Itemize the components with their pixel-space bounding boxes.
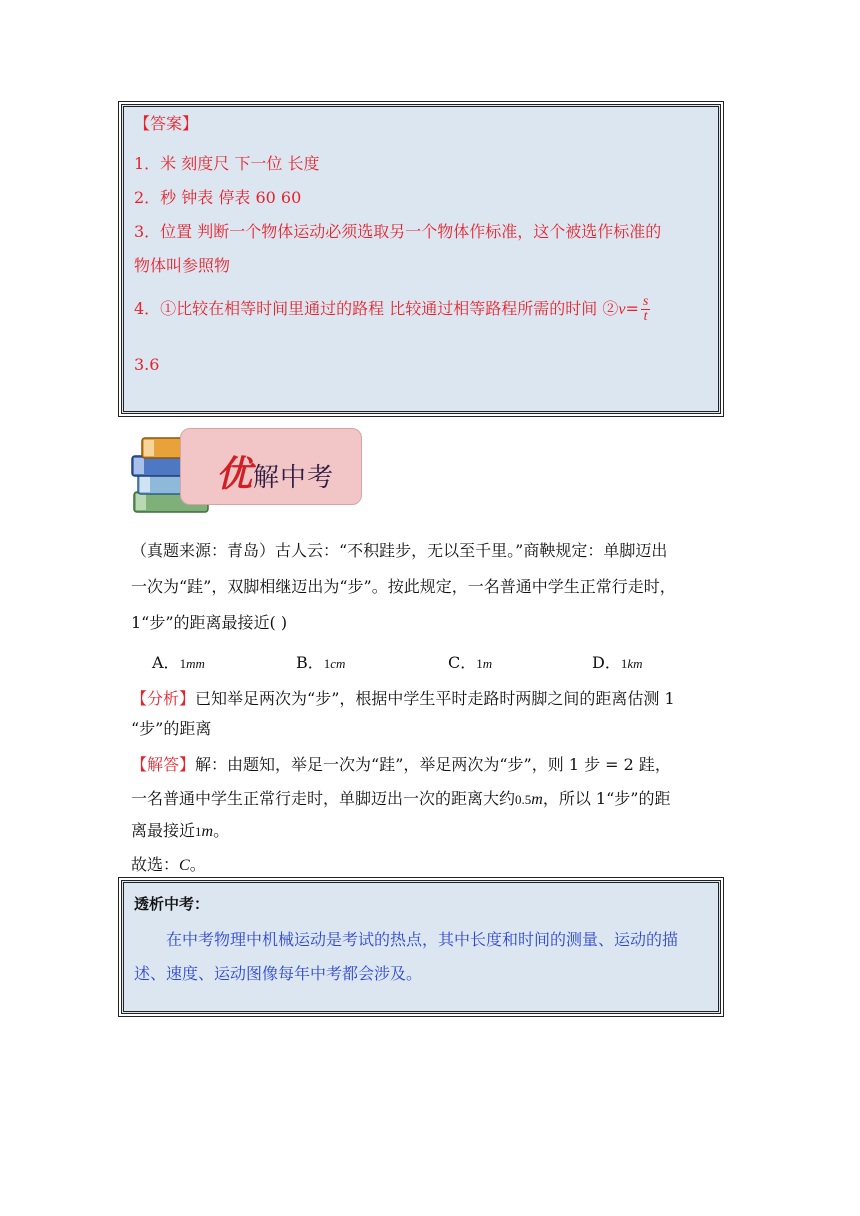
- choice-letter: C: [179, 857, 190, 874]
- answer-line-4: [134, 295, 650, 324]
- banner-title: [216, 446, 334, 497]
- answer-line-3a: 3．位置 判断一个物体运动必须选取另一个物体作标准，这个被选作标准的: [134, 222, 662, 241]
- question-line-2: 一次为“跬”，双脚相继迈出为“步”。按此规定，一名普通中学生正常行走时，: [131, 577, 676, 596]
- fraction-numerator: s: [642, 294, 649, 309]
- insight-title: 透析中考：: [134, 895, 210, 913]
- solution-unit-1: m: [531, 791, 543, 808]
- question-line-1: （真题来源：青岛）古人云：“不积跬步，无以至千里。”商鞅规定：单脚迈出: [131, 541, 668, 560]
- option-a-letter: A．: [152, 653, 180, 672]
- option-c-unit: m: [482, 656, 493, 671]
- solution-value-1: 0.5: [515, 792, 532, 807]
- answer-heading: 【答案】: [134, 114, 199, 133]
- option-c-letter: C．: [448, 653, 477, 672]
- solution-text-3a: 离最接近: [131, 821, 196, 840]
- answer-line-3b: 物体叫参照物: [134, 256, 231, 275]
- analysis-line-1: [131, 686, 675, 709]
- answer-line-5: 3.6: [134, 355, 160, 374]
- solution-line-1: [131, 752, 671, 775]
- option-b-num: 1: [323, 656, 331, 671]
- solution-choice: [131, 852, 206, 875]
- answer-line-4-text: 4．①比较在相等时间里通过的路程 比较通过相等路程所需的时间 ②: [134, 299, 619, 318]
- solution-text-2a: 一名普通中学生正常行走时，单脚迈出一次的距离大约: [131, 789, 516, 808]
- choice-suffix: 。: [189, 855, 206, 874]
- option-a-unit: mm: [186, 656, 205, 671]
- banner-title-big: 优: [216, 453, 254, 495]
- insight-box: [121, 880, 721, 1014]
- option-a: [152, 650, 205, 673]
- solution-value-2: 1: [195, 824, 202, 839]
- solution-line-3: [131, 818, 229, 841]
- analysis-line-2: “步”的距离: [131, 719, 212, 738]
- option-d-letter: D．: [592, 653, 621, 672]
- analysis-label: 【分析】: [131, 689, 196, 708]
- equals-sign: =: [625, 299, 639, 318]
- answer-line-1: 1．米 刻度尺 下一位 长度: [134, 154, 320, 173]
- option-b-unit: cm: [330, 656, 346, 671]
- solution-line-2: [131, 786, 670, 809]
- option-d-num: 1: [620, 656, 628, 671]
- question-line-3: 1“步”的距离最接近( ): [131, 613, 288, 632]
- option-c: [448, 650, 492, 673]
- fraction-denominator: t: [643, 309, 648, 324]
- solution-text-2b: ，所以 1“步”的距: [542, 789, 671, 808]
- option-a-num: 1: [179, 656, 187, 671]
- option-d-unit: km: [627, 656, 643, 671]
- option-b-letter: B．: [296, 653, 324, 672]
- option-b: [296, 650, 345, 673]
- analysis-text-1: 已知举足两次为“步”，根据中学生平时走路时两脚之间的距离估测 1: [195, 689, 675, 708]
- solution-text-3b: 。: [213, 821, 230, 840]
- choice-prefix: 故选：: [131, 855, 180, 874]
- answer-box: [121, 104, 721, 414]
- answer-line-2: 2．秒 钟表 停表 60 60: [134, 188, 302, 207]
- velocity-fraction: [641, 295, 650, 324]
- solution-label: 【解答】: [131, 755, 196, 774]
- insight-line-1: 在中考物理中机械运动是考试的热点，其中长度和时间的测量、运动的描: [166, 930, 679, 949]
- option-c-num: 1: [476, 656, 483, 671]
- velocity-variable: v: [618, 301, 626, 318]
- solution-unit-2: m: [201, 823, 214, 840]
- option-d: [592, 650, 643, 673]
- insight-line-2: 述、速度、运动图像每年中考都会涉及。: [134, 964, 423, 983]
- solution-text-1: 解：由题知，举足一次为“跬”，举足两次为“步”，则 1 步 = 2 跬，: [195, 755, 671, 774]
- banner-title-rest: 解中考: [253, 463, 335, 493]
